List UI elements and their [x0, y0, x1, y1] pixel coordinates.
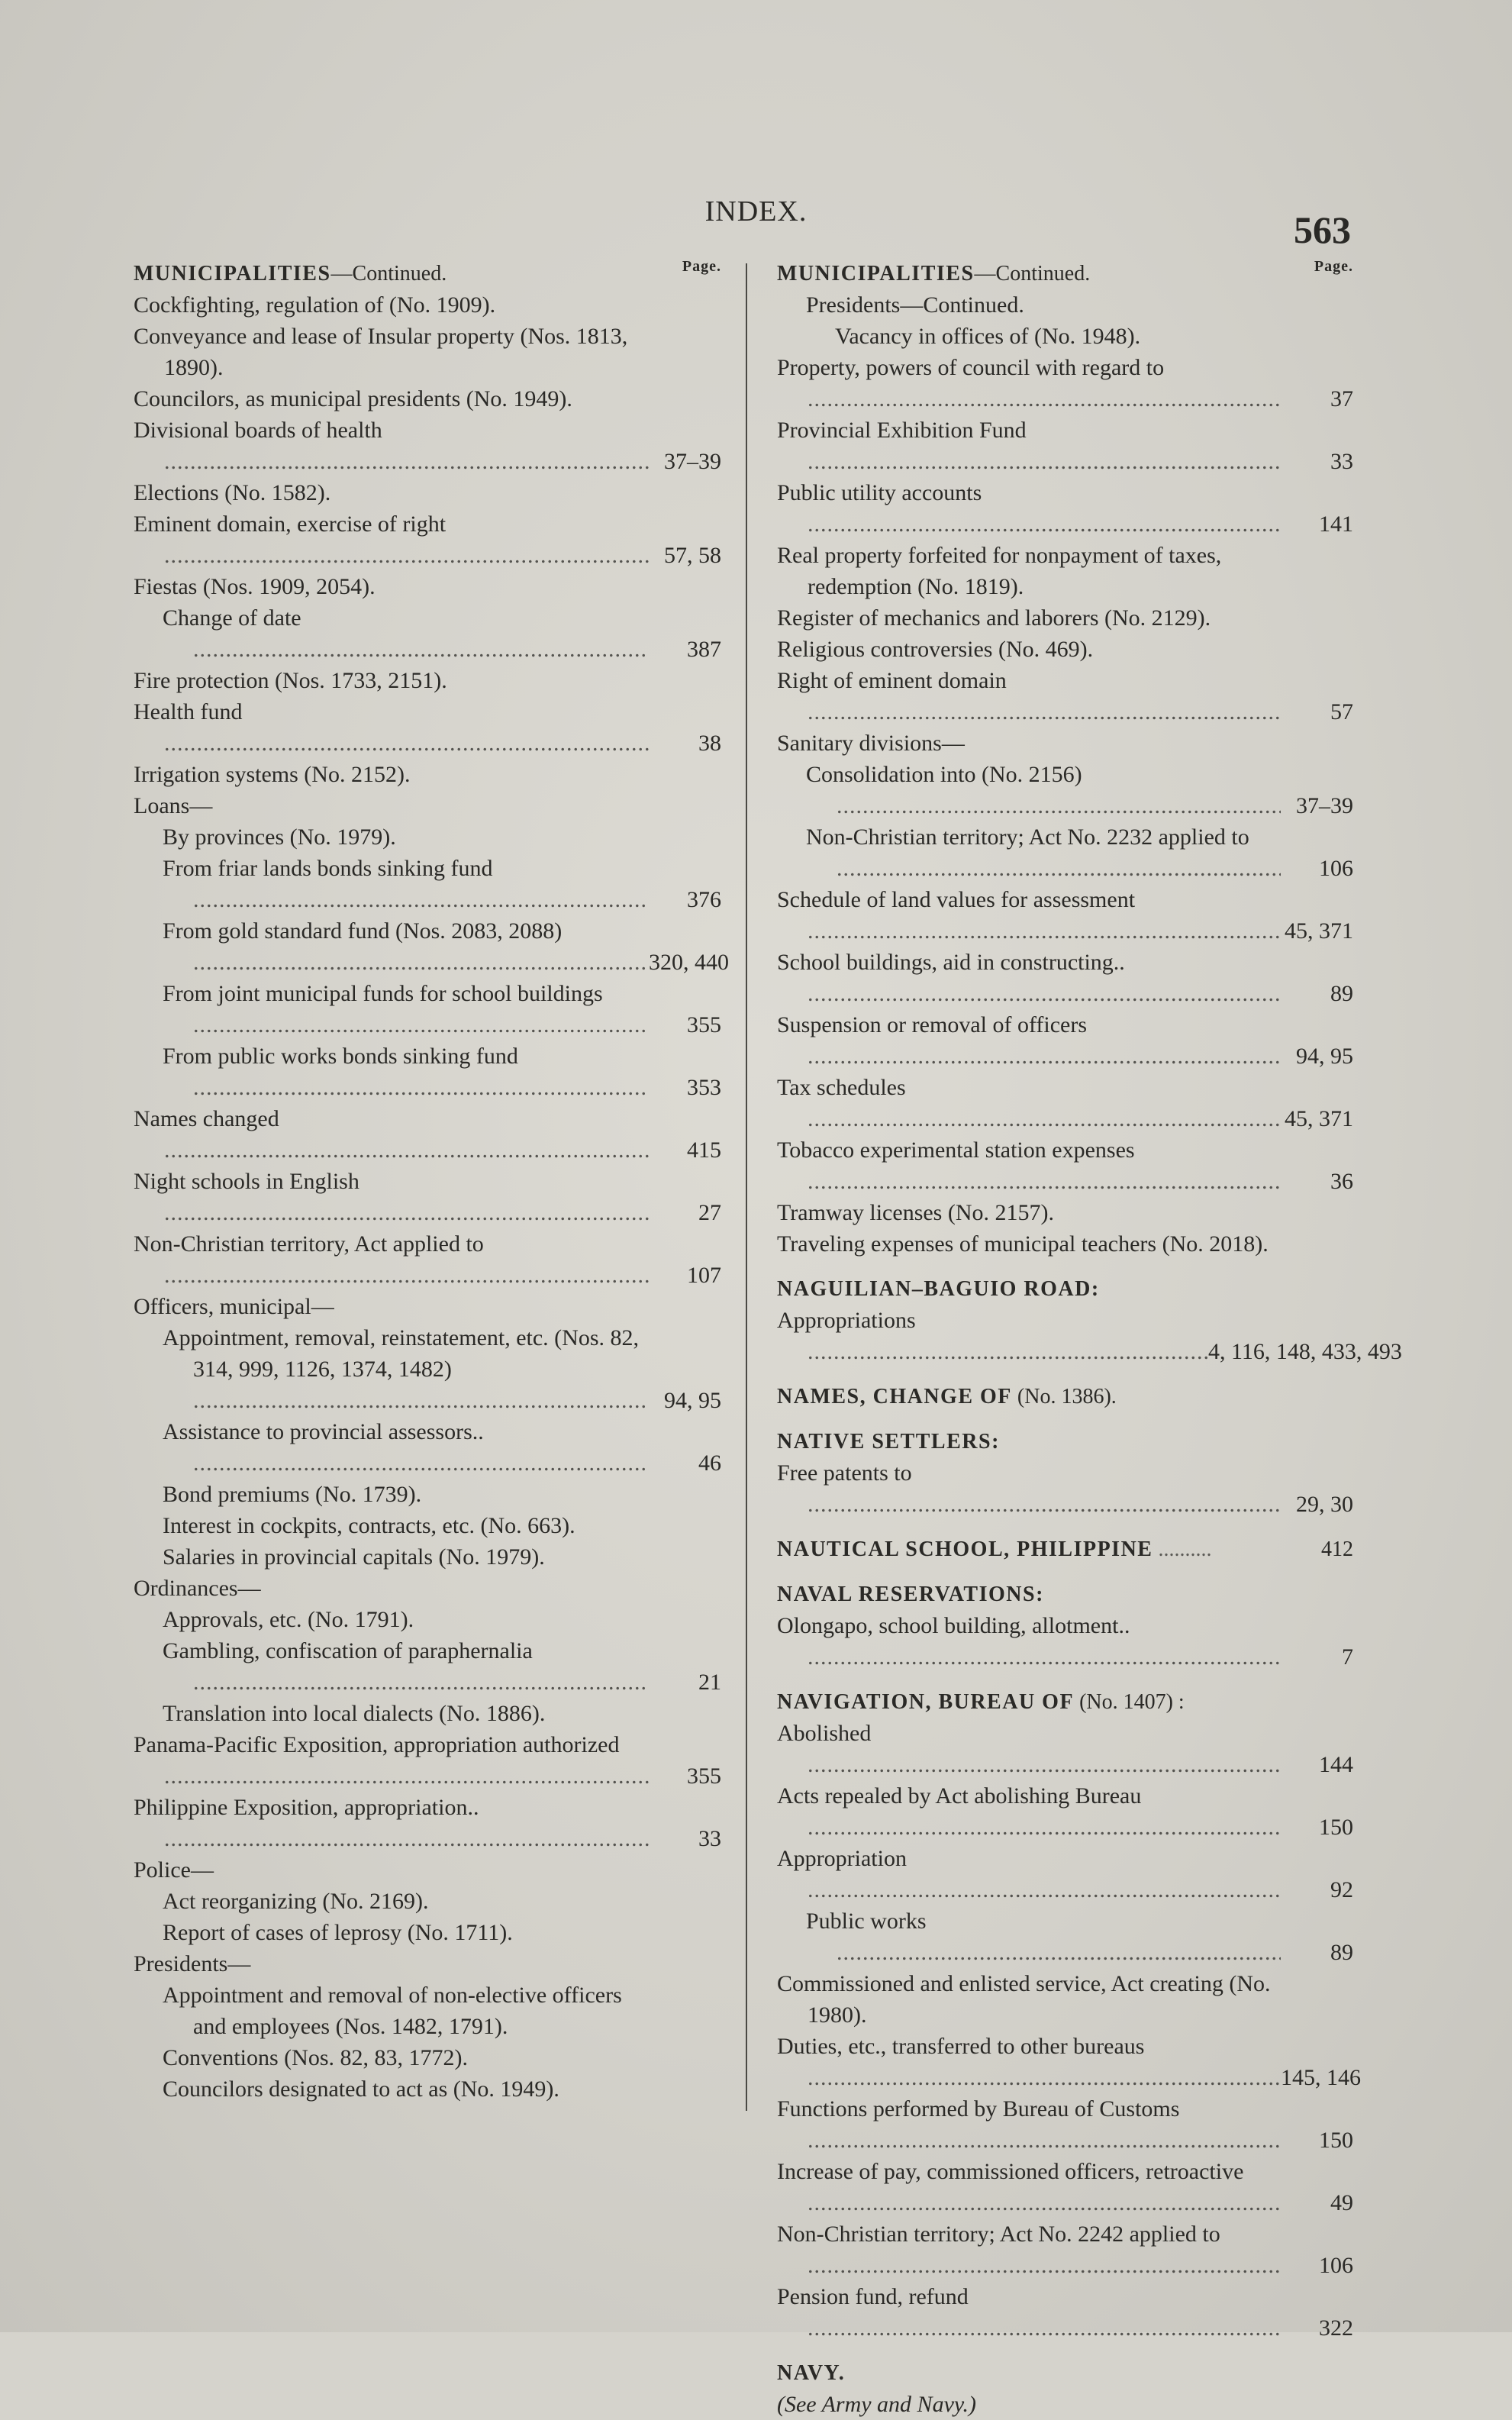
entry-text: Appropriation ..... — [777, 1843, 1281, 1905]
index-entry — [806, 821, 1353, 884]
entry-text: Religious controversies (No. 469). — [777, 637, 1094, 662]
entry-page-number: 150 — [1319, 1815, 1353, 1840]
entry-page-number: 94, 95 — [664, 1388, 721, 1413]
index-entry — [806, 759, 1353, 821]
index-entry — [134, 790, 721, 821]
index-entry — [777, 1009, 1353, 1072]
index-entry — [777, 1780, 1353, 1843]
index-entry — [163, 2073, 721, 2105]
entry-page-number: 45, 371 — [1285, 1106, 1353, 1131]
entry-page-number: 320, 440 — [649, 950, 729, 975]
index-entry — [777, 884, 1353, 947]
entry-text: Philippine Exposition, appropriation.. ..... — [134, 1792, 649, 1854]
section-heading — [777, 1579, 1353, 1610]
entry-text: Cockfighting, regulation of (No. 1909). — [134, 292, 496, 318]
index-entry — [777, 1718, 1353, 1780]
entry-text: Acts repealed by Act abolishing Bureau ..... — [777, 1780, 1281, 1843]
entry-text: Councilors designated to act as (No. 1949). — [163, 2076, 559, 2102]
section-heading-text: NAVY. — [777, 2361, 846, 2385]
entry-text: Right of eminent domain ..... — [777, 665, 1281, 728]
index-entry — [134, 1948, 721, 1980]
section-heading — [134, 258, 721, 289]
entry-page-number: 37–39 — [1296, 793, 1353, 818]
section-heading-text: NAMES, CHANGE OF — [777, 1385, 1012, 1408]
section-heading-text: MUNICIPALITIES — [134, 262, 331, 286]
index-entry — [163, 915, 729, 978]
index-entry — [134, 1854, 721, 1886]
entry-text: Fiestas (Nos. 1909, 2054). — [134, 574, 376, 599]
index-entry — [777, 1843, 1353, 1905]
index-entry — [777, 2156, 1353, 2218]
index-entry — [134, 289, 721, 321]
entry-page-number: 376 — [687, 887, 721, 912]
entry-text: (See Army and Navy.) — [777, 2392, 977, 2417]
entry-text: From gold standard fund (Nos. 2083, 2088) ..... — [163, 915, 649, 978]
entry-text: Real property forfeited for nonpayment of taxes, redemption (No. 1819). — [777, 543, 1222, 599]
section-heading-text: NAUTICAL SCHOOL, PHILIPPINE — [777, 1538, 1153, 1561]
index-entry — [134, 1729, 721, 1792]
entry-text: Tobacco experimental station expenses ..... — [777, 1134, 1281, 1197]
entry-text: Loans— — [134, 793, 213, 818]
section-heading — [777, 1426, 1353, 1457]
index-entry — [163, 1541, 721, 1573]
entry-page-number: 106 — [1319, 2253, 1353, 2278]
entry-text: Non-Christian territory; Act No. 2242 applied to ..... — [777, 2218, 1281, 2281]
entry-text: Increase of pay, commissioned officers, retroactive ..... — [777, 2156, 1281, 2218]
entry-page-number: 57 — [1330, 699, 1353, 724]
index-entry — [163, 1635, 721, 1698]
entry-text: From public works bonds sinking fund ..... — [163, 1041, 649, 1103]
entry-page-number: 38 — [698, 731, 721, 756]
entry-text: Night schools in English ..... — [134, 1166, 649, 1228]
entry-page-number: 57, 58 — [664, 543, 721, 568]
entry-page-number: 92 — [1330, 1877, 1353, 1902]
index-entry — [835, 321, 1353, 352]
index-entry — [777, 1305, 1402, 1367]
section-heading — [777, 1686, 1353, 1718]
section-heading-text: NAVIGATION, BUREAU OF — [777, 1690, 1075, 1714]
section-heading-text: NAVAL RESERVATIONS: — [777, 1583, 1044, 1606]
entry-text: Non-Christian territory; Act No. 2232 applied to ..... — [806, 821, 1281, 884]
page-column-label: Page. — [682, 258, 721, 275]
index-entry — [163, 1980, 721, 2042]
entry-text: Property, powers of council with regard to ..... — [777, 352, 1281, 415]
entry-page-number: 107 — [687, 1263, 721, 1288]
section-page-number: 412 — [1321, 1538, 1353, 1561]
entry-text: Officers, municipal— — [134, 1294, 334, 1319]
entry-text: Salaries in provincial capitals (No. 1979). — [163, 1544, 545, 1570]
index-entry — [134, 415, 721, 477]
entry-page-number: 145, 146 — [1281, 2065, 1361, 2090]
entry-text: Names changed ..... — [134, 1103, 649, 1166]
entry-text: Consolidation into (No. 2156) ..... — [806, 759, 1281, 821]
index-entry — [777, 1968, 1353, 2031]
entry-text: Public works ..... — [806, 1905, 1281, 1968]
index-entry — [134, 321, 721, 383]
entry-page-number: 21 — [698, 1670, 721, 1695]
section-heading — [777, 1381, 1353, 1412]
index-entry — [777, 947, 1353, 1009]
page-number: 563 — [1294, 208, 1351, 251]
index-entry — [163, 1698, 721, 1729]
index-entry — [777, 602, 1353, 634]
index-entry — [777, 477, 1353, 540]
section-heading — [777, 258, 1353, 289]
entry-text: Gambling, confiscation of paraphernalia ..... — [163, 1635, 649, 1698]
index-entry — [163, 1510, 721, 1541]
index-entry — [777, 1457, 1353, 1520]
entry-text: From friar lands bonds sinking fund ..... — [163, 853, 649, 915]
index-entry — [806, 1905, 1353, 1968]
entry-text: Councilors, as municipal presidents (No. 1949). — [134, 386, 572, 411]
index-entry — [777, 665, 1353, 728]
entry-page-number: 33 — [698, 1826, 721, 1851]
index-entry — [163, 853, 721, 915]
entry-page-number: 355 — [687, 1012, 721, 1037]
index-entry — [777, 1228, 1353, 1260]
section-heading — [777, 2357, 1353, 2389]
index-entry — [134, 508, 721, 571]
entry-text: Appropriations ..... — [777, 1305, 1208, 1367]
entry-text: Panama-Pacific Exposition, appropriation authorized ..... — [134, 1729, 649, 1792]
index-entry — [134, 1228, 721, 1291]
entry-text: Elections (No. 1582). — [134, 480, 331, 505]
index-entry — [777, 2281, 1353, 2344]
index-entry — [163, 821, 721, 853]
section-heading — [777, 1534, 1353, 1565]
index-entry — [134, 571, 721, 602]
entry-page-number: 355 — [687, 1763, 721, 1789]
index-entry — [777, 540, 1353, 602]
entry-text: Vacancy in offices of (No. 1948). — [835, 324, 1141, 349]
entry-text: Traveling expenses of municipal teachers (No. 2018). — [777, 1231, 1269, 1257]
entry-page-number: 353 — [687, 1075, 721, 1100]
entry-text: Register of mechanics and laborers (No. 2129). — [777, 605, 1211, 631]
index-entry — [163, 602, 721, 665]
entry-page-number: 4, 116, 148, 433, 493 — [1208, 1339, 1402, 1364]
entry-text: Approvals, etc. (No. 1791). — [163, 1607, 414, 1632]
entry-text: Police— — [134, 1857, 214, 1883]
section-heading — [777, 1273, 1353, 1305]
entry-text: Sanitary divisions— — [777, 731, 965, 756]
index-entry — [777, 2031, 1361, 2093]
page-column-label: Page. — [1314, 258, 1353, 275]
entry-text: Ordinances— — [134, 1576, 261, 1601]
entry-page-number: 322 — [1319, 2315, 1353, 2341]
section-heading-text: NAGUILIAN–BAGUIO ROAD: — [777, 1277, 1100, 1301]
index-entry — [777, 352, 1353, 415]
index-entry — [806, 289, 1353, 321]
index-entry — [163, 978, 721, 1041]
entry-text: Tax schedules ..... — [777, 1072, 1281, 1134]
index-entry — [777, 2389, 1353, 2420]
index-entry — [163, 2042, 721, 2073]
left-column — [134, 258, 729, 2105]
entry-text: Irrigation systems (No. 2152). — [134, 762, 411, 787]
entry-page-number: 7 — [1342, 1644, 1353, 1670]
index-entry — [134, 1103, 721, 1166]
section-heading-continued: (No. 1407) : — [1074, 1690, 1185, 1714]
index-entry — [134, 759, 721, 790]
index-entry — [777, 2218, 1353, 2281]
index-entry — [777, 1134, 1353, 1197]
index-entry — [163, 1917, 721, 1948]
entry-page-number: 144 — [1319, 1752, 1353, 1777]
index-entry — [777, 415, 1353, 477]
index-entry — [134, 1166, 721, 1228]
entry-text: Divisional boards of health ..... — [134, 415, 649, 477]
entry-text: Provincial Exhibition Fund ..... — [777, 415, 1281, 477]
index-entry — [777, 1072, 1353, 1134]
index-entry — [134, 383, 721, 415]
index-entry — [777, 634, 1353, 665]
entry-text: Public utility accounts ..... — [777, 477, 1281, 540]
entry-text: Appointment and removal of non-elective officers and employees (Nos. 1482, 1791). — [163, 1983, 622, 2039]
entry-page-number: 27 — [698, 1200, 721, 1225]
entry-text: Tramway licenses (No. 2157). — [777, 1200, 1055, 1225]
index-entry — [134, 1291, 721, 1322]
index-entry — [163, 1322, 721, 1416]
entry-page-number: 106 — [1319, 856, 1353, 881]
entry-page-number: 141 — [1319, 511, 1353, 537]
index-entry — [163, 1479, 721, 1510]
entry-text: Appointment, removal, reinstatement, etc. (Nos. 82, 314, 999, 1126, 1374, 1482) ..... — [163, 1322, 649, 1416]
entry-text: Duties, etc., transferred to other bureaus ..... — [777, 2031, 1281, 2093]
entry-text: Act reorganizing (No. 2169). — [163, 1889, 429, 1914]
index-entry — [134, 1792, 721, 1854]
entry-text: Translation into local dialects (No. 1886). — [163, 1701, 546, 1726]
section-heading-continued: (No. 1386). — [1011, 1385, 1117, 1408]
index-entry — [163, 1416, 721, 1479]
index-entry — [777, 1610, 1353, 1673]
entry-text: Assistance to provincial assessors.. ..... — [163, 1416, 649, 1479]
index-entry — [777, 1197, 1353, 1228]
entry-page-number: 37 — [1330, 386, 1353, 411]
entry-text: Schedule of land values for assessment ..... — [777, 884, 1281, 947]
entry-page-number: 150 — [1319, 2128, 1353, 2153]
entry-text: Change of date ..... — [163, 602, 649, 665]
entry-text: Interest in cockpits, contracts, etc. (No. 663). — [163, 1513, 575, 1538]
entry-page-number: 29, 30 — [1296, 1492, 1353, 1517]
entry-text: Report of cases of leprosy (No. 1711). — [163, 1920, 513, 1945]
entry-page-number: 415 — [687, 1137, 721, 1163]
entry-page-number: 37–39 — [664, 449, 721, 474]
entry-text: Presidents—Continued. — [806, 292, 1024, 318]
entry-page-number: 45, 371 — [1285, 918, 1353, 944]
entry-text: Conventions (Nos. 82, 83, 1772). — [163, 2045, 468, 2070]
entry-text: Pension fund, refund ..... — [777, 2281, 1281, 2344]
leader-dots: .......... — [1153, 1538, 1212, 1561]
index-entry — [777, 728, 1353, 759]
entry-page-number: 387 — [687, 637, 721, 662]
entry-text: Commissioned and enlisted service, Act creating (No. 1980). — [777, 1971, 1271, 2028]
entry-page-number: 49 — [1330, 2190, 1353, 2215]
index-entry — [134, 477, 721, 508]
entry-text: School buildings, aid in constructing.. ..... — [777, 947, 1281, 1009]
index-entry — [134, 696, 721, 759]
right-column — [777, 258, 1402, 2420]
entry-page-number: 46 — [698, 1450, 721, 1476]
entry-text: Bond premiums (No. 1739). — [163, 1482, 422, 1507]
entry-text: By provinces (No. 1979). — [163, 824, 396, 850]
entry-text: Abolished ..... — [777, 1718, 1281, 1780]
entry-text: From joint municipal funds for school buildings ..... — [163, 978, 649, 1041]
section-heading-continued: —Continued. — [330, 262, 447, 286]
section-heading-text: MUNICIPALITIES — [777, 262, 975, 286]
entry-text: Functions performed by Bureau of Customs ..... — [777, 2093, 1281, 2156]
index-entry — [163, 1604, 721, 1635]
page-title: INDEX. — [704, 195, 808, 227]
entry-text: Suspension or removal of officers ..... — [777, 1009, 1281, 1072]
entry-page-number: 33 — [1330, 449, 1353, 474]
entry-page-number: 89 — [1330, 981, 1353, 1006]
entry-page-number: 89 — [1330, 1940, 1353, 1965]
entry-page-number: 94, 95 — [1296, 1044, 1353, 1069]
section-heading-continued: —Continued. — [974, 262, 1091, 286]
column-divider — [746, 263, 747, 2111]
entry-text: Fire protection (Nos. 1733, 2151). — [134, 668, 447, 693]
section-heading-text: NATIVE SETTLERS: — [777, 1430, 1000, 1454]
entry-text: Conveyance and lease of Insular property (Nos. 1813, 1890). — [134, 324, 628, 380]
entry-text: Eminent domain, exercise of right ..... — [134, 508, 649, 571]
entry-page-number: 36 — [1330, 1169, 1353, 1194]
index-entry — [134, 1573, 721, 1604]
index-entry — [134, 665, 721, 696]
entry-text: Olongapo, school building, allotment.. ..... — [777, 1610, 1281, 1673]
entry-text: Presidents— — [134, 1951, 251, 1976]
entry-text: Health fund ..... — [134, 696, 649, 759]
index-entry — [163, 1886, 721, 1917]
entry-text: Non-Christian territory, Act applied to ..... — [134, 1228, 649, 1291]
index-entry — [163, 1041, 721, 1103]
entry-text: Free patents to ..... — [777, 1457, 1281, 1520]
index-entry — [777, 2093, 1353, 2156]
